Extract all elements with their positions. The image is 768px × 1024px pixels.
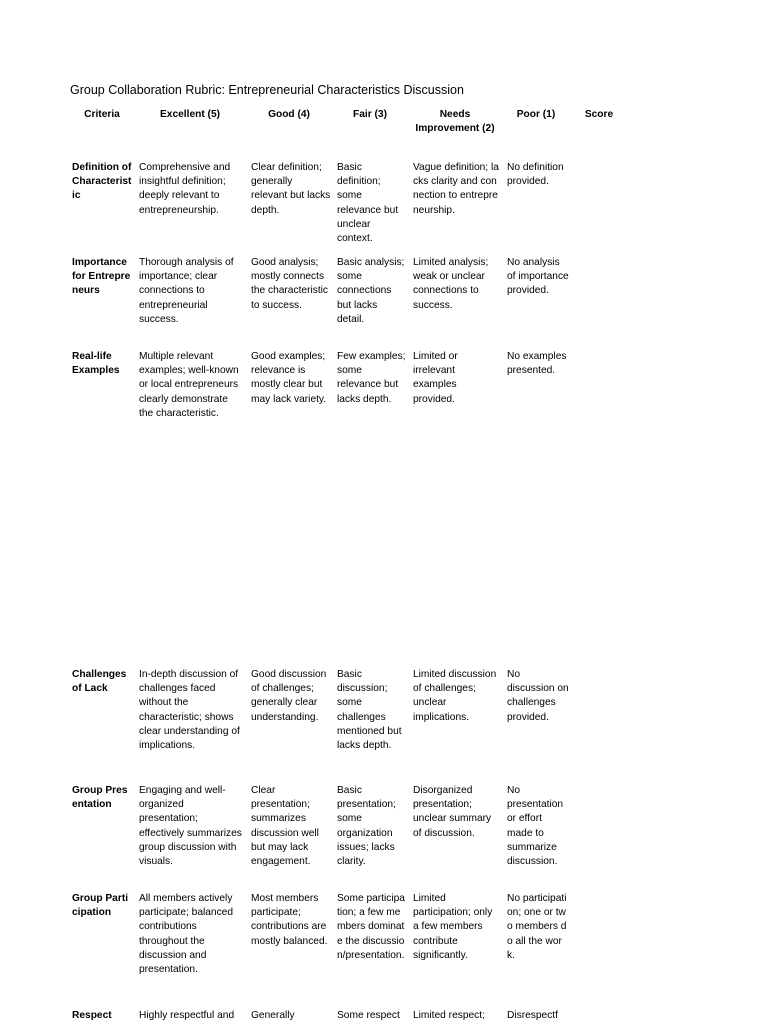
header-good: Good (4)	[268, 109, 310, 120]
row-excellent: Comprehensive and insightful definition; deeply relevant to entrepreneurship.	[139, 162, 231, 216]
header-score: Score	[584, 109, 614, 120]
header-fair: Fair (3)	[353, 109, 387, 120]
row-excellent: In-depth discussion of challenges faced without the characteristic; shows clear understanding of implications.	[139, 669, 240, 752]
row-poor: No participation; one or two members do all the work.	[507, 893, 567, 961]
row-good: Clear definition; generally relevant but lacks depth.	[251, 162, 331, 216]
header-excellent: Excellent (5)	[159, 109, 221, 120]
row-fair: Few examples; some relevance but lacks depth.	[337, 351, 406, 405]
row-fair: Some respect	[337, 1010, 400, 1021]
row-poor: No discussion on challenges provided.	[507, 669, 569, 723]
header-poor: Poor (1)	[516, 109, 556, 120]
row-criteria: Importance for Entrepreneurs	[72, 257, 131, 297]
row-needs-improvement: Vague definition; lacks clarity and connection to entrepreneurship.	[413, 162, 499, 216]
row-criteria: Respect	[72, 1010, 112, 1021]
row-poor: No analysis of importance provided.	[507, 257, 569, 297]
row-poor: No presentation or effort made to summarize discussion.	[507, 785, 564, 868]
row-good: Good discussion of challenges; generally clear understanding.	[251, 669, 327, 723]
row-excellent: Thorough analysis of importance; clear connections to entrepreneurial success.	[139, 257, 234, 325]
row-poor: Disrespectf	[507, 1010, 558, 1021]
row-good: Most members participate; contributions are mostly balanced.	[251, 893, 328, 947]
row-criteria: Real-life Examples	[72, 351, 120, 377]
row-fair: Basic analysis; some connections but lacks detail.	[337, 257, 405, 325]
row-fair: Basic definition; some relevance but unclear context.	[337, 162, 399, 245]
row-poor: No examples presented.	[507, 351, 567, 377]
row-criteria: Definition of Characteristic	[72, 162, 132, 202]
row-needs-improvement: Limited discussion of challenges; unclear implications.	[413, 669, 497, 723]
row-good: Clear presentation; summarizes discussion well but may lack engagement.	[251, 785, 319, 868]
row-good: Good analysis; mostly connects the characteristic to success.	[251, 257, 329, 311]
row-needs-improvement: Limited analysis; weak or unclear connections to success.	[413, 257, 489, 311]
row-needs-improvement: Limited participation; only a few members contribute significantly.	[413, 893, 493, 961]
row-excellent: Highly respectful and	[139, 1010, 235, 1021]
row-needs-improvement: Limited or irrelevant examples provided.	[413, 351, 458, 405]
row-fair: Basic presentation; some organization issues; lacks clarity.	[337, 785, 396, 868]
row-good: Good examples; relevance is mostly clear but may lack variety.	[251, 351, 327, 405]
row-excellent: Engaging and well-organized presentation; effectively summarizes group discussion with visuals.	[139, 785, 242, 868]
row-fair: Some participation; a few members dominate the discussion/presentation.	[337, 893, 405, 961]
row-excellent: All members actively participate; balanced contributions throughout the discussion and presentation.	[139, 893, 234, 976]
row-good: Generally	[251, 1010, 295, 1021]
row-excellent: Multiple relevant examples; well-known or local entrepreneurs clearly demonstrate the characteristic.	[139, 351, 239, 419]
row-poor: No definition provided.	[507, 162, 564, 188]
header-criteria: Criteria	[84, 109, 120, 120]
rubric-title: Group Collaboration Rubric: Entrepreneurial Characteristics Discussion	[70, 83, 464, 97]
header-needs-improvement: Needs Improvement (2)	[415, 109, 495, 135]
row-criteria: Group Presentation	[72, 785, 128, 811]
row-criteria: Group Participation	[72, 893, 129, 919]
row-criteria: Challenges of Lack	[72, 669, 127, 695]
row-needs-improvement: Limited respect;	[413, 1010, 485, 1021]
row-needs-improvement: Disorganized presentation; unclear summary of discussion.	[413, 785, 492, 839]
row-fair: Basic discussion; some challenges mentioned but lacks depth.	[337, 669, 402, 752]
